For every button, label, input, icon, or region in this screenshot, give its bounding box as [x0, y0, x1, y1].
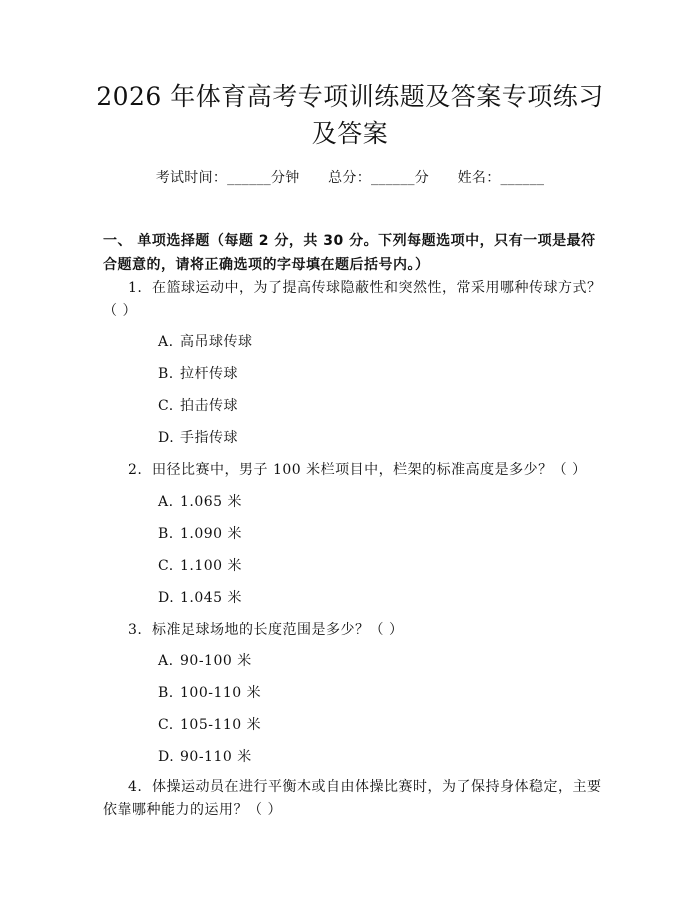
question-3 — [103, 619, 603, 642]
title-line-1: 2026 年体育高考专项训练题及答案专项练习 — [96, 82, 604, 111]
option-3b: B. 100-110 米 — [158, 685, 262, 701]
section-heading: 一、 单项选择题（每题 2 分，共 30 分。下列每题选项中，只有一项是最符合题意的，请将正确选项的字母填在题后括号内。） — [103, 233, 596, 273]
question-text: 标准足球场地的长度范围是多少？（ ） — [152, 622, 404, 638]
question-number: 1. — [128, 280, 143, 296]
question-text: 体操运动员在进行平衡木或自由体操比赛时，为了保持身体稳定，主要依靠哪种能力的运用？（ ） — [103, 779, 602, 818]
question-4 — [103, 776, 603, 822]
question-text: 田径比赛中，男子 100 米栏项目中，栏架的标准高度是多少？（ ） — [152, 462, 587, 478]
option-1b: B. 拉杆传球 — [158, 366, 238, 382]
option-2c: C. 1.100 米 — [158, 558, 243, 574]
exam-info-line: 考试时间：______分钟 总分：______分 姓名：______ — [155, 170, 545, 186]
question-number: 4. — [128, 779, 143, 795]
option-2b: B. 1.090 米 — [158, 526, 243, 542]
option-1d: D. 手指传球 — [158, 430, 238, 446]
question-1 — [103, 277, 603, 323]
question-number: 3. — [128, 622, 143, 638]
title-line-2: 及答案 — [311, 119, 389, 148]
question-text: 在篮球运动中，为了提高传球隐蔽性和突然性，常采用哪种传球方式？（ ） — [103, 280, 602, 319]
document-title — [60, 78, 640, 152]
option-2d: D. 1.045 米 — [158, 590, 243, 606]
option-3c: C. 105-110 米 — [158, 717, 262, 733]
option-1c: C. 拍击传球 — [158, 398, 238, 414]
question-2 — [103, 459, 603, 482]
question-number: 2. — [128, 462, 143, 478]
option-3d: D. 90-110 米 — [158, 749, 252, 765]
option-1a: A. 高吊球传球 — [158, 334, 253, 350]
option-2a: A. 1.065 米 — [158, 494, 243, 510]
option-3a: A. 90-100 米 — [158, 653, 252, 669]
